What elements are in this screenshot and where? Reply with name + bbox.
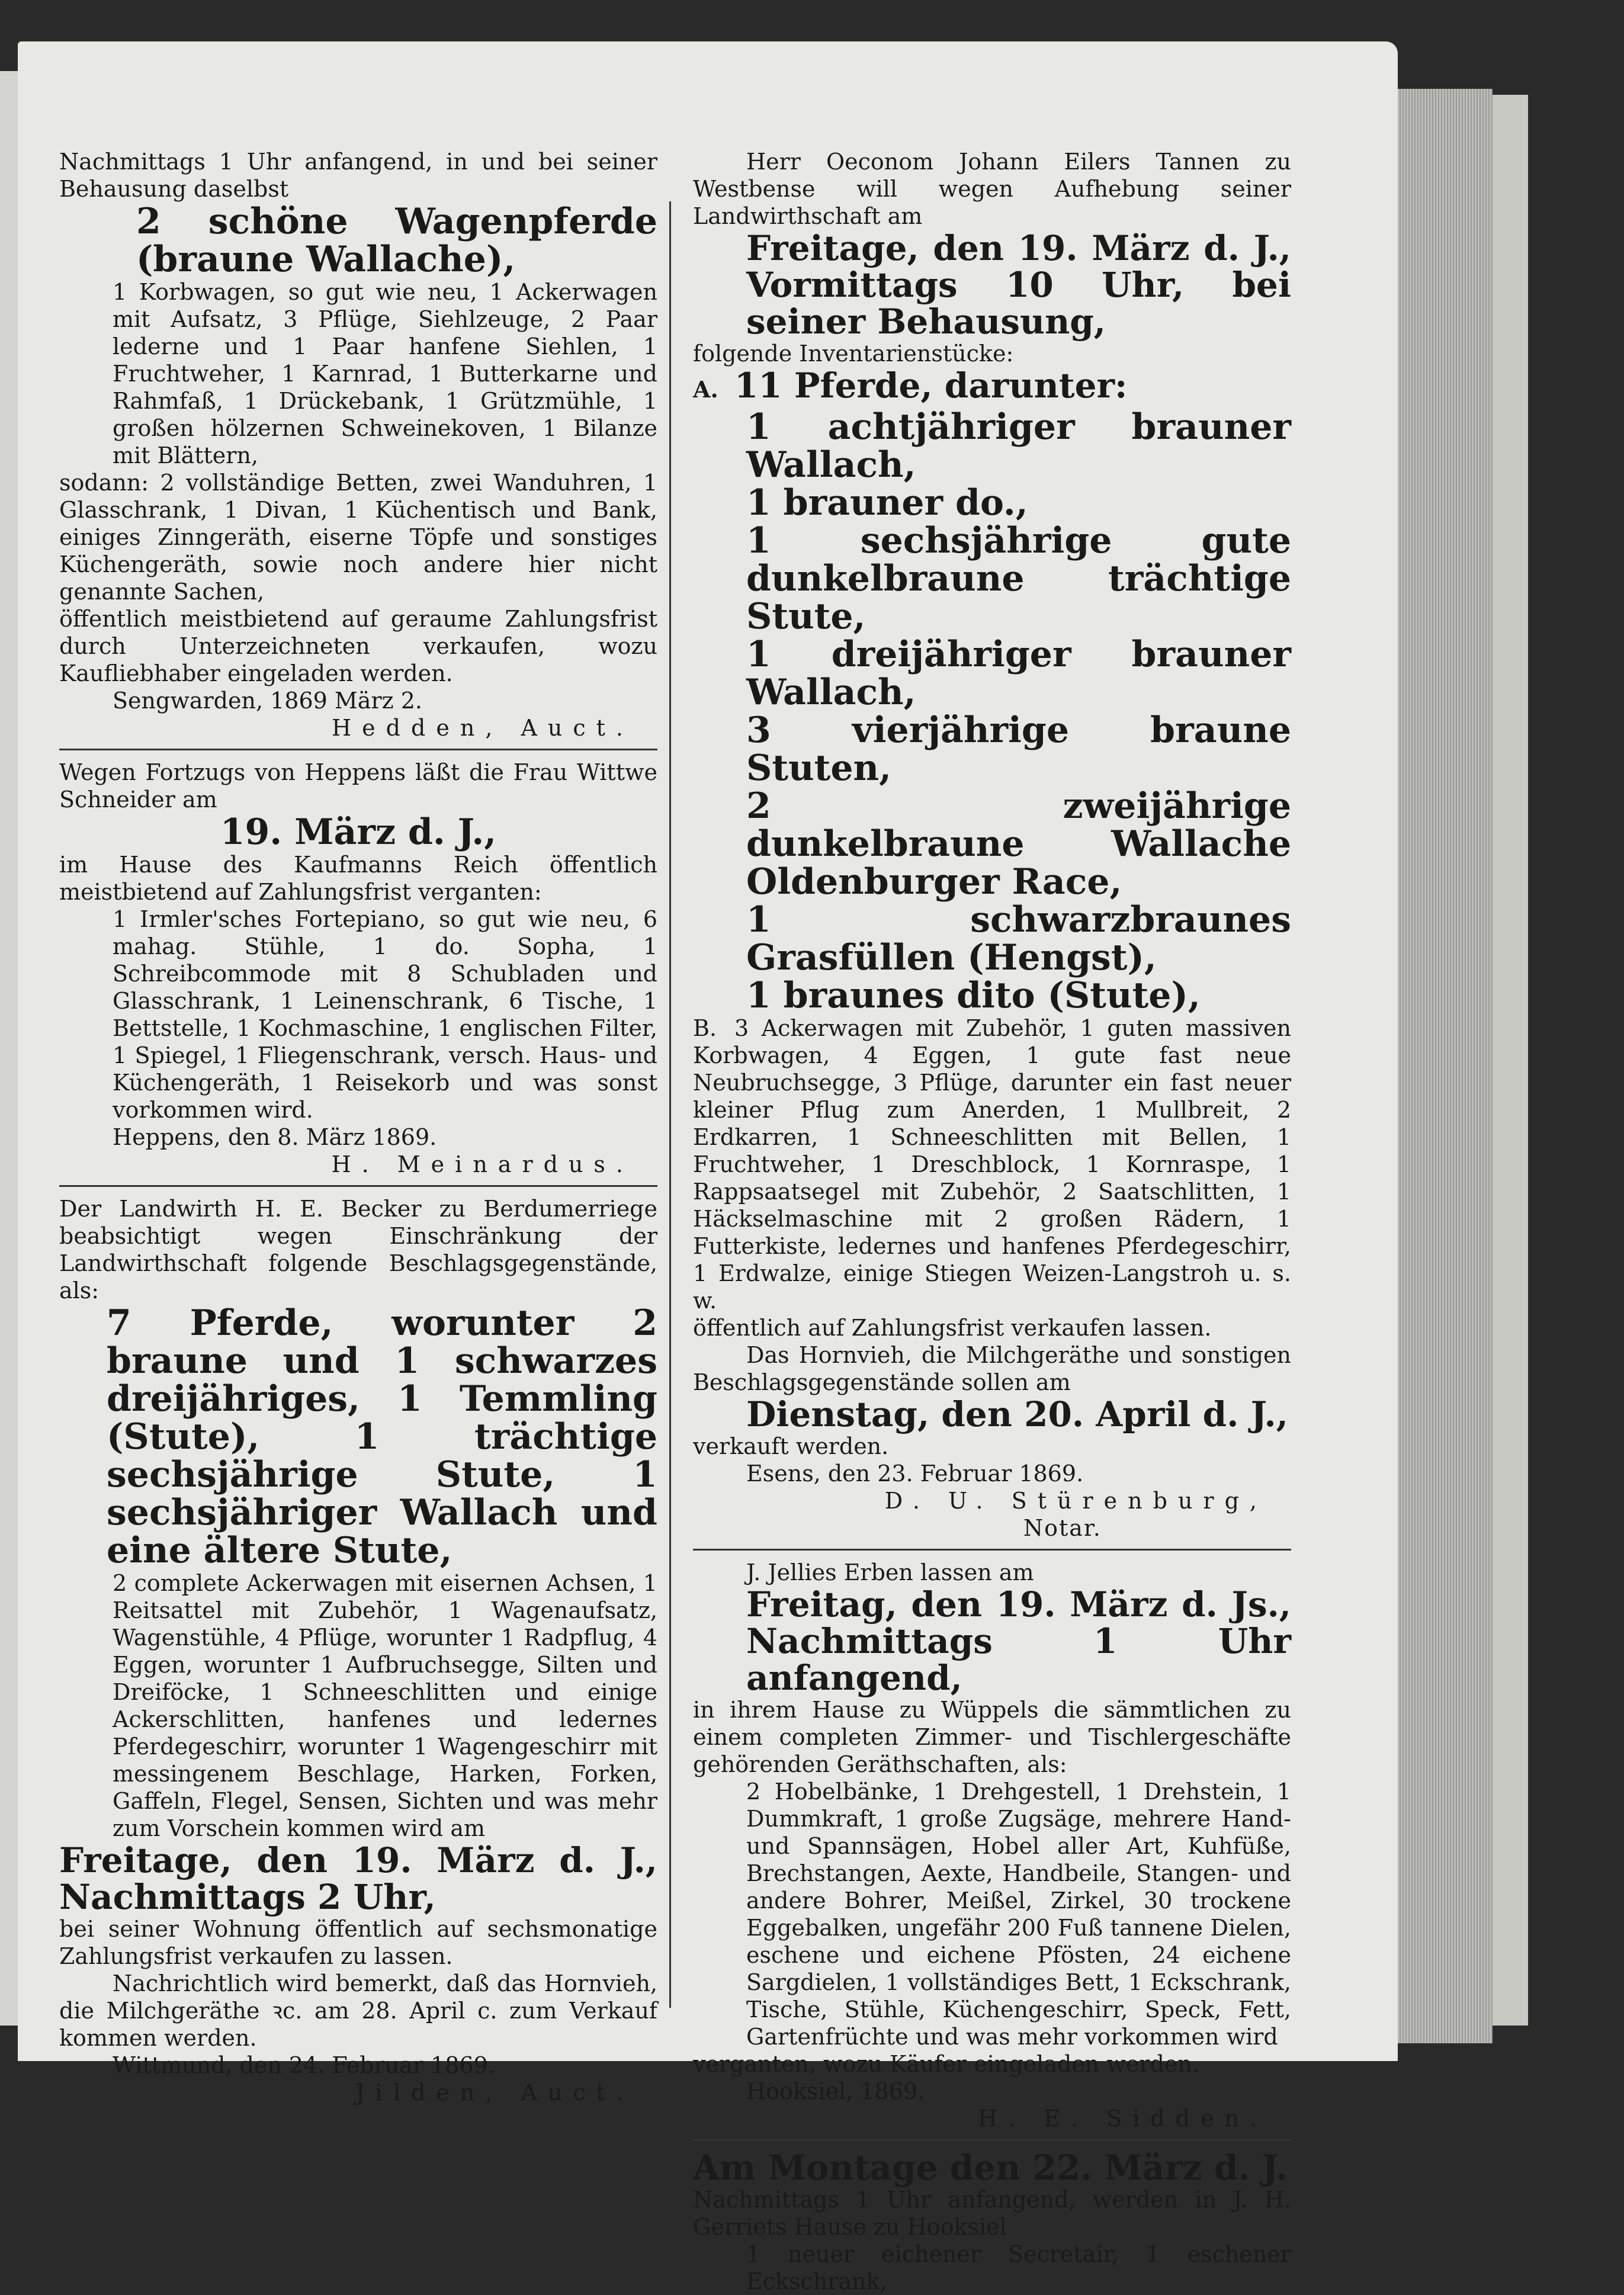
ad4-a-item: 3 vierjährige braune Stuten, [746, 710, 1291, 789]
ad2-place-date: Heppens, den 8. März 1869. [113, 1124, 437, 1150]
ad4-note2: verkauft werden. [693, 1433, 889, 1459]
book-page-edges [1398, 89, 1493, 2043]
ad1-intro: Nachmittags 1 Uhr anfangend, in und bei seiner Behausung daselbst [59, 149, 657, 202]
ad4-a-item: 1 achtjähriger brauner Wallach, [746, 406, 1291, 486]
ad4-a-item: 2 zweijährige dunkelbraune Wallache Oldenburger Race, [746, 785, 1291, 903]
ad6-text: Nachmittags 1 Uhr anfangend, werden in J. H. Gerriets Hause zu Hooksiel [693, 2187, 1291, 2240]
ad5-date: Freitag, den 19. März d. Js., Nachmittags 1 Uhr anfangend, [746, 1584, 1291, 1698]
ad3-heading: 7 Pferde, worunter 2 braune und 1 schwarzes dreijähriges, 1 Temmling (Stute), 1 trächtige sechsjährige Stute, 1 sechsjähriger Wallach und eine ältere Stute, [107, 1302, 657, 1571]
ad4-signature: D. U. Stürenburg, [884, 1488, 1267, 1514]
ad5-text: in ihrem Hause zu Wüppels die sämmtlichen zu einem completen Zimmer- und Tischlergeschäfte gehörenden Geräthschaften, als: [693, 1697, 1291, 1777]
ad5-items: 2 Hobelbänke, 1 Drehgestell, 1 Drehstein, 1 Dummkraft, 1 große Zugsäge, mehrere Hand- und Spannsägen, Hobel aller Art, Kuhfüße, Brechstangen, Aexte, Handbeile, Stangen- und andere Bohrer, Meißel, Zirkel, 30 trockene Eggebalken, ungefähr 200 Fuß tannene Dielen, eschene und eichene Pfösten, 24 eichene Sargdielen, 1 vollständiges Bett, 1 Eckschrank, Tische, Stühle, Küchengeschirr, Speck, Fett, Gartenfrüchte und was mehr vorkommen wird [746, 1779, 1291, 2050]
ad4-a-item: 1 sechsjährige gute dunkelbraune trächtige Stute, [746, 520, 1291, 637]
ad3-date: Freitage, den 19. März d. J., Nachmittags 2 Uhr, [59, 1840, 657, 1917]
ad-berdumerriege [59, 1195, 657, 2106]
label-b: B. [693, 1015, 717, 1041]
ad2-text: im Hause des Kaufmanns Reich öffentlich meistbietend auf Zahlungsfrist verganten: [59, 852, 657, 905]
ad1-items: 1 Korbwagen, so gut wie neu, 1 Ackerwagen mit Aufsatz, 3 Pflüge, Siehlzeuge, 2 Paar lederne und 1 Paar hanfene Siehlen, 1 Fruchtweher, 1 Karnrad, 1 Butterkarne und Rahmfaß, 1 Drückebank, 1 Grützmühle, 1 großen hölzernen Schweinekoven, 1 Bilanze mit Blättern, [113, 279, 657, 468]
ad3-note: Nachrichtlich wird bemerkt, daß das Hornvieh, die Milchgeräthe ꝛc. am 28. April c. zum Verkauf kommen werden. [59, 1970, 657, 2051]
book-cover-edge [1493, 95, 1528, 2026]
ad1-place-date: Sengwarden, 1869 März 2. [113, 688, 422, 714]
ad5-closing: verganten, wozu Käufer eingeladen werden. [693, 2051, 1199, 2077]
divider [693, 1549, 1291, 1551]
ad4-a-item: 1 schwarzbraunes Grasfüllen (Hengst), [746, 899, 1291, 978]
ad-westbense [693, 148, 1291, 1542]
ad2-intro: Wegen Fortzugs von Heppens läßt die Frau Wittwe Schneider am [59, 759, 657, 813]
divider [693, 2139, 1291, 2141]
ad1-heading: 2 schöne Wagenpferde (braune Wallache), [136, 201, 657, 280]
newspaper-page [18, 41, 1398, 2294]
ad3-signature: Jilden, Auct. [355, 2079, 634, 2105]
column-divider [669, 201, 671, 2008]
ad4-a-item: 1 brauner do., [746, 482, 1028, 524]
ad4-signature-title: Notar. [1023, 1515, 1102, 1541]
ad4-date: Freitage, den 19. März d. J., Vormittags 10 Uhr, bei seiner Behausung, [746, 228, 1291, 342]
ad2-signature: H. Meinardus. [331, 1151, 634, 1177]
ad6-heading: Am Montage den 22. März d. J. [693, 2148, 1288, 2188]
ad2-date: 19. März d. J., [220, 811, 497, 853]
ad5-place-date: Hooksiel, 1869. [746, 2078, 925, 2104]
ad3-place-date: Wittmund, den 24. Februar 1869. [113, 2052, 495, 2078]
ad-hooksiel [693, 2149, 1291, 2295]
ad-heppens [59, 759, 657, 1178]
ad4-date2: Dienstag, den 20. April d. J., [746, 1394, 1288, 1434]
ad4-a-item: 1 dreijähriger brauner Wallach, [746, 634, 1291, 713]
divider [59, 749, 657, 750]
ad4-place-date: Esens, den 23. Februar 1869. [746, 1461, 1084, 1487]
ad6-items: 1 neuer eichener Secretair, 1 eschener Eckschrank, [746, 2241, 1291, 2294]
ad4-note: Das Hornvieh, die Milchgeräthe und sonstigen Beschlagsgegenstände sollen am [693, 1342, 1291, 1395]
ad1-sodann: sodann: 2 vollständige Betten, zwei Wanduhren, 1 Glasschrank, 1 Divan, 1 Küchentisch und Bank, einiges Zinngeräth, eiserne Töpfe und sonstiges Küchengeräth, sowie noch andere hier nicht genannte Sachen, [59, 470, 657, 605]
ad3-intro: Der Landwirth H. E. Becker zu Berdumerriege beabsichtigt wegen Einschränkung der Landwirthschaft folgende Beschlagsgegenstände, als: [59, 1196, 657, 1304]
ad3-text: bei seiner Wohnung öffentlich auf sechsmonatige Zahlungsfrist verkaufen zu lassen. [59, 1916, 657, 1969]
ad1-closing: öffentlich meistbietend auf geraume Zahlungsfrist durch Unterzeichneten verkaufen, wozu Kaufliebhaber eingeladen werden. [59, 606, 657, 686]
ad5-signature: H. E. Sidden. [977, 2105, 1267, 2132]
ad1-signature: Hedden, Auct. [332, 715, 634, 741]
ad4-text: folgende Inventarienstücke: [693, 341, 1014, 367]
ad3-items: 2 complete Ackerwagen mit eisernen Achsen, 1 Reitsattel mit Zubehör, 1 Wagenaufsatz, Wagenstühle, 4 Pflüge, worunter 1 Radpflug, 4 Eggen, worunter 1 Aufbruchsegge, Silten und Dreiföcke, 1 Schneeschlitten und einige Ackerschlitten, hanfenes und ledernes Pferdegeschirr, worunter 1 Wagengeschirr mit messingenem Beschlage, Harken, Forken, Gaffeln, Flegel, Sensen, Sichten und was mehr zum Vorschein kommen wird am [113, 1570, 657, 1841]
ad5-intro: J. Jellies Erben lassen am [746, 1559, 1034, 1585]
ad4-b-items: 3 Ackerwagen mit Zubehör, 1 guten massiven Korbwagen, 4 Eggen, 1 gute fast neue Neubruchsegge, 3 Pflüge, darunter ein fast neuer kleiner Pflug zum Anerden, 1 Mullbreit, 2 Erdkarren, 1 Schneeschlitten mit Bellen, 1 Fruchtweher, 1 Dreschblock, 1 Kornraspe, 1 Rappsaatsegel mit Zubehör, 2 Saatschlitten, 1 Häckselmaschine mit 2 großen Rädern, 1 Futterkiste, ledernes und hanfenes Pferdegeschirr, 1 Erdwalze, einige Stiegen Weizen-Langstroh u. s. w. [693, 1015, 1291, 1314]
label-a: A. [693, 376, 718, 403]
ad4-a-head: 11 Pferde, darunter: [734, 365, 1128, 406]
ad-wueppels [693, 1559, 1291, 2132]
right-column [693, 148, 1291, 2295]
ad2-items: 1 Irmler'sches Fortepiano, so gut wie neu, 6 mahag. Stühle, 1 do. Sopha, 1 Schreibcommode mit 8 Schubladen und Glasschrank, 1 Leinenschrank, 6 Tische, 1 Bettstelle, 1 Kochmaschine, 1 englischen Filter, 1 Spiegel, 1 Fliegenschrank, versch. Haus- und Küchengeräth, 1 Reisekorb und was sonst vorkommen wird. [113, 906, 657, 1123]
ad4-closing: öffentlich auf Zahlungsfrist verkaufen lassen. [693, 1315, 1212, 1341]
divider [59, 1185, 657, 1187]
ad-sengwarden [59, 148, 657, 742]
ad4-intro: Herr Oeconom Johann Eilers Tannen zu Westbense will wegen Aufhebung seiner Landwirthschaft am [693, 149, 1291, 229]
left-column [59, 148, 657, 2106]
ad4-a-item: 1 braunes dito (Stute), [746, 975, 1201, 1016]
